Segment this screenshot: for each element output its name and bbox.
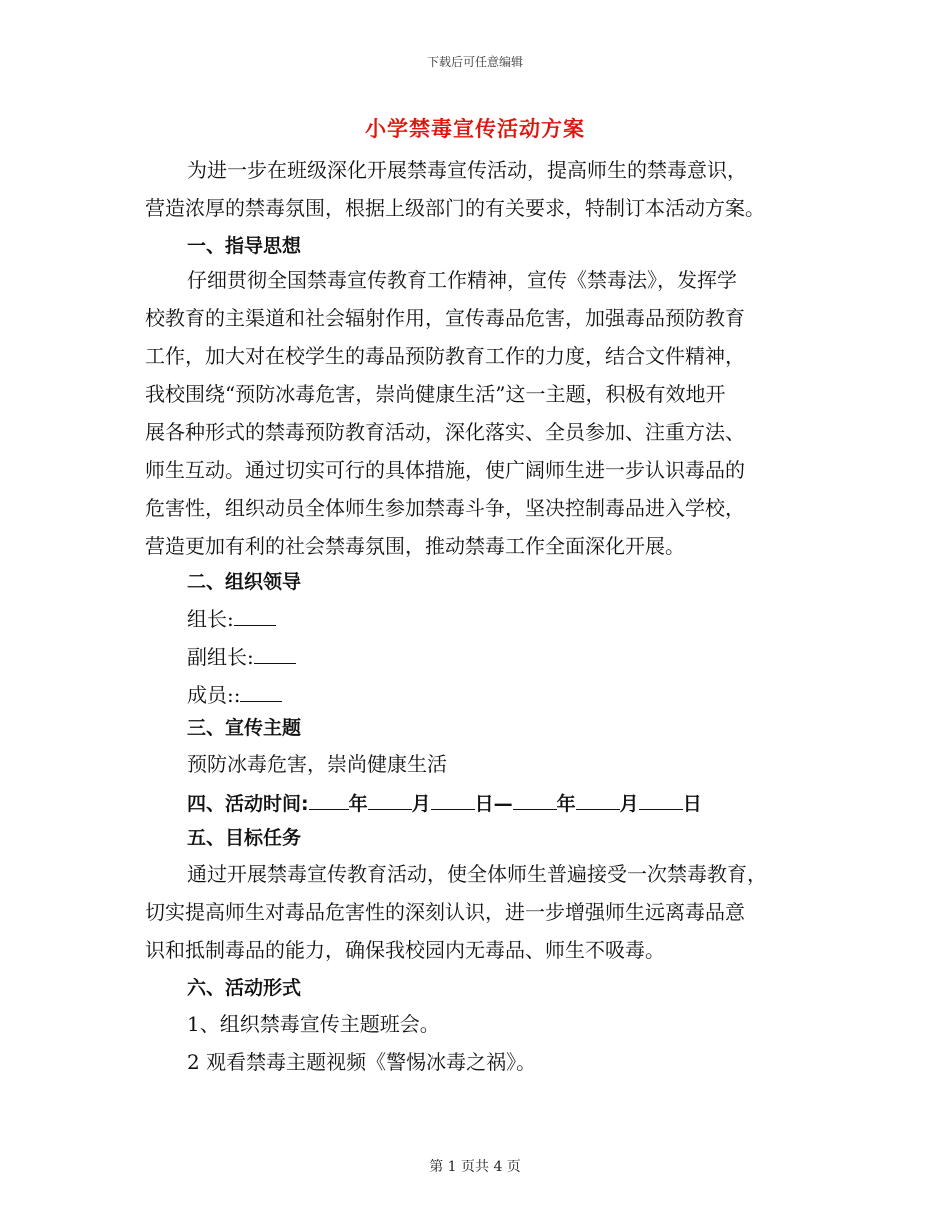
section-heading-activity-time: 四、活动时间: xyxy=(187,793,309,815)
day1-label: 日— xyxy=(474,793,513,815)
month2-label: 月 xyxy=(619,793,639,815)
activity-time-row xyxy=(187,789,702,817)
leader-label: 组长: xyxy=(187,607,234,631)
page-number: 第 1 页共 4 页 xyxy=(429,1159,521,1175)
deputy-row xyxy=(187,643,296,670)
section-heading-activity-forms: 六、活动形式 xyxy=(187,977,302,999)
day2-blank xyxy=(639,789,683,810)
members-blank xyxy=(240,681,282,702)
section1-line-4: 我校围绕“预防冰毒危害，崇尚健康生活”这一主题，积极有效地开 xyxy=(145,382,726,406)
page-header-note: 下载后可任意编辑 xyxy=(426,55,523,69)
section1-line-1: 仔细贯彻全国禁毒宣传教育工作精神，宣传《禁毒法》，发挥学 xyxy=(187,268,737,292)
intro-line-2: 营造浓厚的禁毒氛围，根据上级部门的有关要求，特制订本活动方案。 xyxy=(145,196,765,220)
section-heading-organization: 二、组织领导 xyxy=(187,571,302,593)
document-title: 小学禁毒宣传活动方案 xyxy=(365,116,585,141)
month1-label: 月 xyxy=(411,793,431,815)
month1-blank xyxy=(368,789,412,810)
section-heading-goals: 五、目标任务 xyxy=(187,827,302,849)
leader-row xyxy=(187,605,276,632)
section1-line-3: 工作，加大对在校学生的毒品预防教育工作的力度，结合文件精神， xyxy=(145,344,745,368)
members-label: 成员:: xyxy=(187,683,241,707)
theme-text: 预防冰毒危害，崇尚健康生活 xyxy=(187,752,447,776)
section-heading-guiding-ideology: 一、指导思想 xyxy=(187,235,302,257)
section1-line-8: 营造更加有利的社会禁毒氛围，推动禁毒工作全面深化开展。 xyxy=(145,534,685,558)
deputy-blank xyxy=(254,643,296,664)
deputy-label: 副组长: xyxy=(187,645,254,669)
section5-line-2: 切实提高师生对毒品危害性的深刻认识，进一步增强师生远离毒品意 xyxy=(145,900,745,924)
section-heading-theme: 三、宣传主题 xyxy=(187,717,302,739)
year1-label: 年 xyxy=(348,793,368,815)
year2-blank xyxy=(513,789,557,810)
activity-item-2: 2 观看禁毒主题视频《警惕冰毒之祸》。 xyxy=(187,1050,537,1074)
month2-blank xyxy=(576,789,620,810)
section1-line-6: 师生互动。通过切实可行的具体措施，使广阔师生进一步认识毒品的 xyxy=(145,458,745,482)
section1-line-5: 展各种形式的禁毒预防教育活动，深化落实、全员参加、注重方法、 xyxy=(145,420,745,444)
intro-line-1: 为进一步在班级深化开展禁毒宣传活动，提高师生的禁毒意识， xyxy=(187,158,747,182)
section1-line-2: 校教育的主渠道和社会辐射作用，宣传毒品危害，加强毒品预防教育 xyxy=(145,306,745,330)
activity-item-1: 1、组织禁毒宣传主题班会。 xyxy=(187,1012,440,1036)
section5-line-3: 识和抵制毒品的能力，确保我校园内无毒品、师生不吸毒。 xyxy=(145,938,665,962)
section1-line-7: 危害性，组织动员全体师生参加禁毒斗争，坚决控制毒品进入学校， xyxy=(145,496,745,520)
section5-line-1: 通过开展禁毒宣传教育活动，使全体师生普遍接受一次禁毒教育， xyxy=(187,862,767,886)
day2-label: 日 xyxy=(682,793,702,815)
day1-blank xyxy=(431,789,475,810)
members-row xyxy=(187,681,282,708)
year1-blank xyxy=(309,789,349,810)
leader-blank xyxy=(234,605,276,626)
year2-label: 年 xyxy=(556,793,576,815)
